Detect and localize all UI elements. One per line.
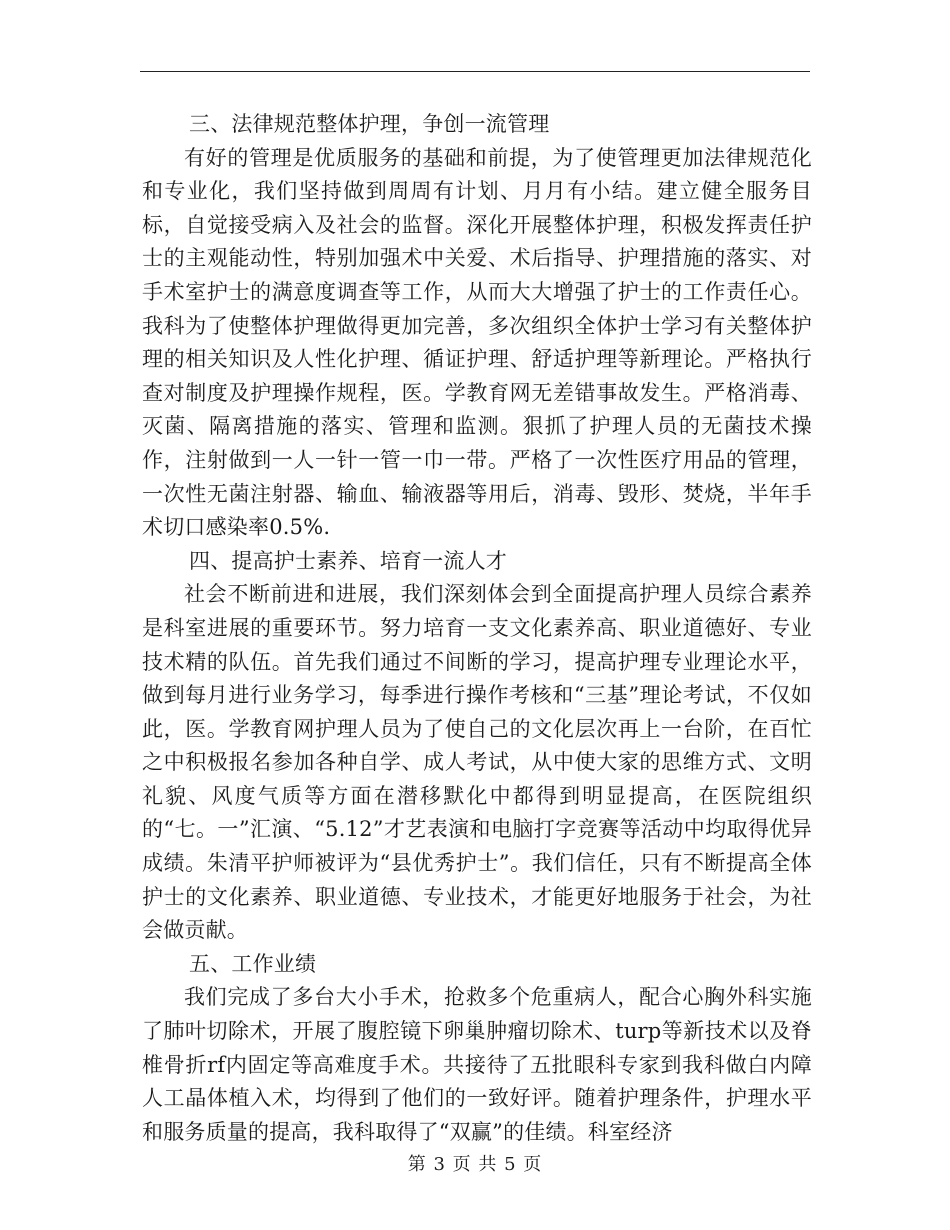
- header-rule: [140, 71, 810, 72]
- document-body: [142, 108, 812, 1149]
- section-heading-4: 四、提高护士素养、培育一流人才: [189, 548, 507, 573]
- section-heading-5: 五、工作业绩: [189, 951, 317, 976]
- section-paragraph-4: 社会不断前进和进展，我们深刻体会到全面提高护理人员综合素养是科室进展的重要环节。努力培育一支文化素养高、职业道德好、专业技术精的队伍。首先我们通过不间断的学习，提高护理专业理论水平，做到每月进行业务学习，每季进行操作考核和“三基”理论考试，不仅如此，医。学教育网护理人员为了使自己的文化层次再上一台阶，在百忙之中积极报名参加各种自学、成人考试，从中使大家的思维方式、文明礼貌、风度气质等方面在潜移默化中都得到明显提高，在医院组织的“七。一”汇演、“5.12”才艺表演和电脑打字竞赛等活动中均取得优异成绩。朱清平护师被评为“县优秀护士”。我们信任，只有不断提高全体护士的文化素养、职业道德、专业技术，才能更好地服务于社会，为社会做贡献。: [142, 582, 812, 943]
- section-paragraph-5: 我们完成了多台大小手术，抢救多个危重病人，配合心胸外科实施了肺叶切除术，开展了腹腔镜下卵巢肿瘤切除术、turp等新技术以及脊椎骨折rf内固定等高难度手术。共接待了五批眼科专家到我科做白内障人工晶体植入术，均得到了他们的一致好评。随着护理条件，护理水平和服务质量的提高，我科取得了“双赢”的佳绩。科室经济: [142, 985, 812, 1144]
- section-paragraph-3: 有好的管理是优质服务的基础和前提，为了使管理更加法律规范化和专业化，我们坚持做到周周有计划、月月有小结。建立健全服务目标，自觉接受病入及社会的监督。深化开展整体护理，积极发挥责任护士的主观能动性，特别加强术中关爱、术后指导、护理措施的落实、对手术室护士的满意度调查等工作，从而大大增强了护士的工作责任心。我科为了使整体护理做得更加完善，多次组织全体护士学习有关整体护理的相关知识及人性化护理、循证护理、舒适护理等新理论。严格执行查对制度及护理操作规程，医。学教育网无差错事故发生。严格消毒、灭菌、隔离措施的落实、管理和监测。狠抓了护理人员的无菌技术操作，注射做到一人一针一管一巾一带。严格了一次性医疗用品的管理，一次性无菌注射器、输血、输液器等用后，消毒、毁形、焚烧，半年手术切口感染率0.5%.: [142, 145, 812, 540]
- page-number: 第 3 页 共 5 页: [407, 1154, 543, 1175]
- section-heading-3: 三、法律规范整体护理，争创一流管理: [189, 112, 550, 136]
